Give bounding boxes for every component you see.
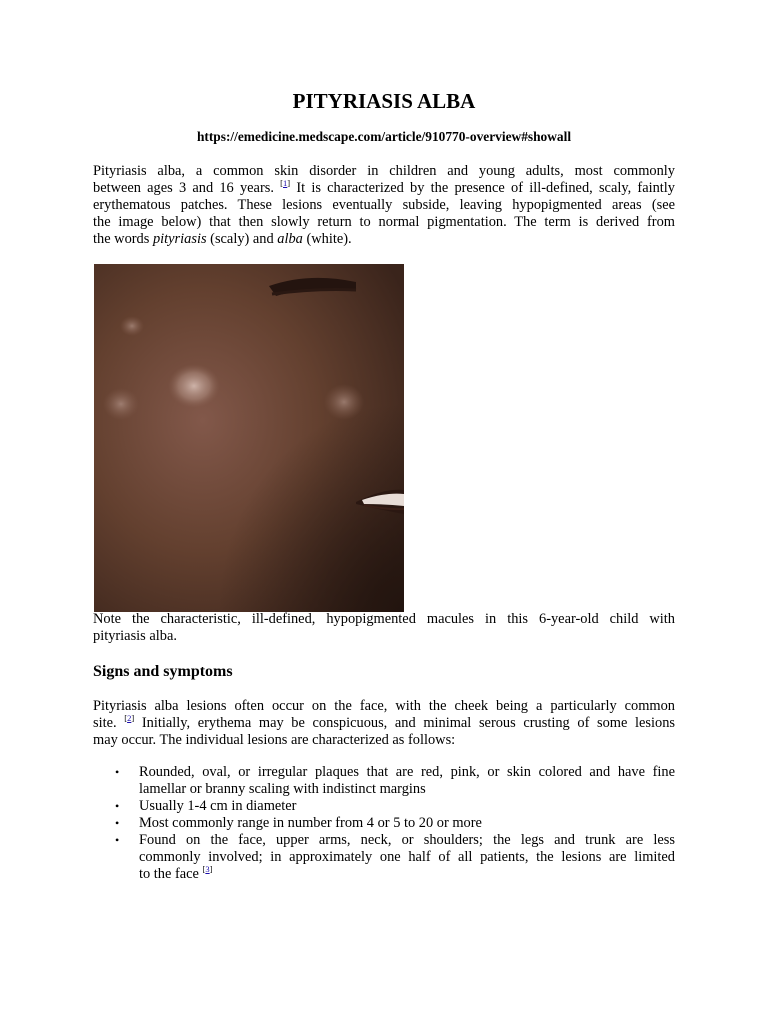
- intro-line-3: erythematous patches. These lesions eventually subside, leaving hypopigmented areas (see: [93, 197, 675, 213]
- term-alba: alba: [277, 231, 303, 247]
- intro-words-text: the words: [93, 231, 150, 247]
- clinical-photo: [94, 264, 404, 612]
- term-pityriasis: pityriasis: [152, 231, 207, 247]
- list-item-line: Found on the face, upper arms, neck, or shoulders; the legs and trunk are less: [139, 832, 675, 848]
- list-item-line: [139, 866, 675, 883]
- list-item: [93, 798, 675, 815]
- bullet-icon: •: [115, 799, 120, 813]
- list-item-line: Most commonly range in number from 4 or 5 to 20 or more: [139, 815, 482, 831]
- citation-1[interactable]: [1]: [280, 178, 291, 188]
- document-title: PITYRIASIS ALBA: [292, 89, 476, 113]
- caption-line-2: pityriasis alba.: [93, 628, 177, 644]
- citation-1-link[interactable]: 1: [283, 178, 288, 188]
- section-heading-signs: Signs and symptoms: [93, 663, 233, 680]
- list-item-line: Usually 1-4 cm in diameter: [139, 798, 297, 814]
- signs-line-3: may occur. The individual lesions are characterized as follows:: [93, 732, 456, 748]
- caption-line-1: Note the characteristic, ill-defined, hypopigmented macules in this 6-year-old child with: [93, 611, 675, 627]
- intro-paragraph: [93, 163, 675, 248]
- intro-line-2-end: It is characterized by the presence of ill-defined, scaly, faintly: [296, 180, 675, 196]
- intro-line-4: the image below) that then slowly return to normal pigmentation. The term is derived from: [93, 214, 675, 230]
- intro-white-text: (white).: [306, 231, 352, 247]
- intro-scaly-text: (scaly) and: [210, 231, 274, 247]
- list-item-line: commonly involved; in approximately one half of all patients, the lesions are limited: [139, 849, 675, 865]
- citation-2[interactable]: [2]: [124, 713, 135, 723]
- signs-line-2-end: Initially, erythema may be conspicuous, and minimal serous crusting of some lesions: [141, 715, 675, 731]
- clinical-photo-graphic: [94, 264, 404, 612]
- list-item: [93, 764, 675, 798]
- bullet-icon: •: [115, 765, 120, 779]
- bullet-icon: •: [115, 833, 120, 847]
- citation-2-link[interactable]: 2: [127, 713, 132, 723]
- list-item-line: lamellar or branny scaling with indistinct margins: [139, 781, 426, 797]
- signs-paragraph: [93, 698, 675, 749]
- list-item-line: Rounded, oval, or irregular plaques that are red, pink, or skin colored and have fine: [139, 764, 675, 780]
- citation-3-link[interactable]: 3: [205, 864, 210, 874]
- photo-caption: [93, 611, 675, 645]
- intro-line-2-start: between ages 3 and 16 years.: [93, 180, 274, 196]
- citation-3[interactable]: [3]: [202, 864, 213, 874]
- list-item: [93, 815, 675, 832]
- source-url: https://emedicine.medscape.com/article/910770-overview#showall: [196, 129, 572, 144]
- signs-line-1: Pityriasis alba lesions often occur on the face, with the cheek being a particularly common: [93, 698, 675, 714]
- list-item: [93, 832, 675, 883]
- lesion-characteristics-list: [93, 764, 675, 883]
- bullet-icon: •: [115, 816, 120, 830]
- intro-line-5: [93, 231, 675, 248]
- intro-line-1: Pityriasis alba, a common skin disorder in children and young adults, most commonly: [93, 163, 675, 179]
- signs-line-2-start: site.: [93, 715, 117, 731]
- list-item-line-text: to the face: [139, 866, 199, 882]
- intro-line-2: [93, 180, 675, 197]
- signs-line-2: [93, 715, 675, 732]
